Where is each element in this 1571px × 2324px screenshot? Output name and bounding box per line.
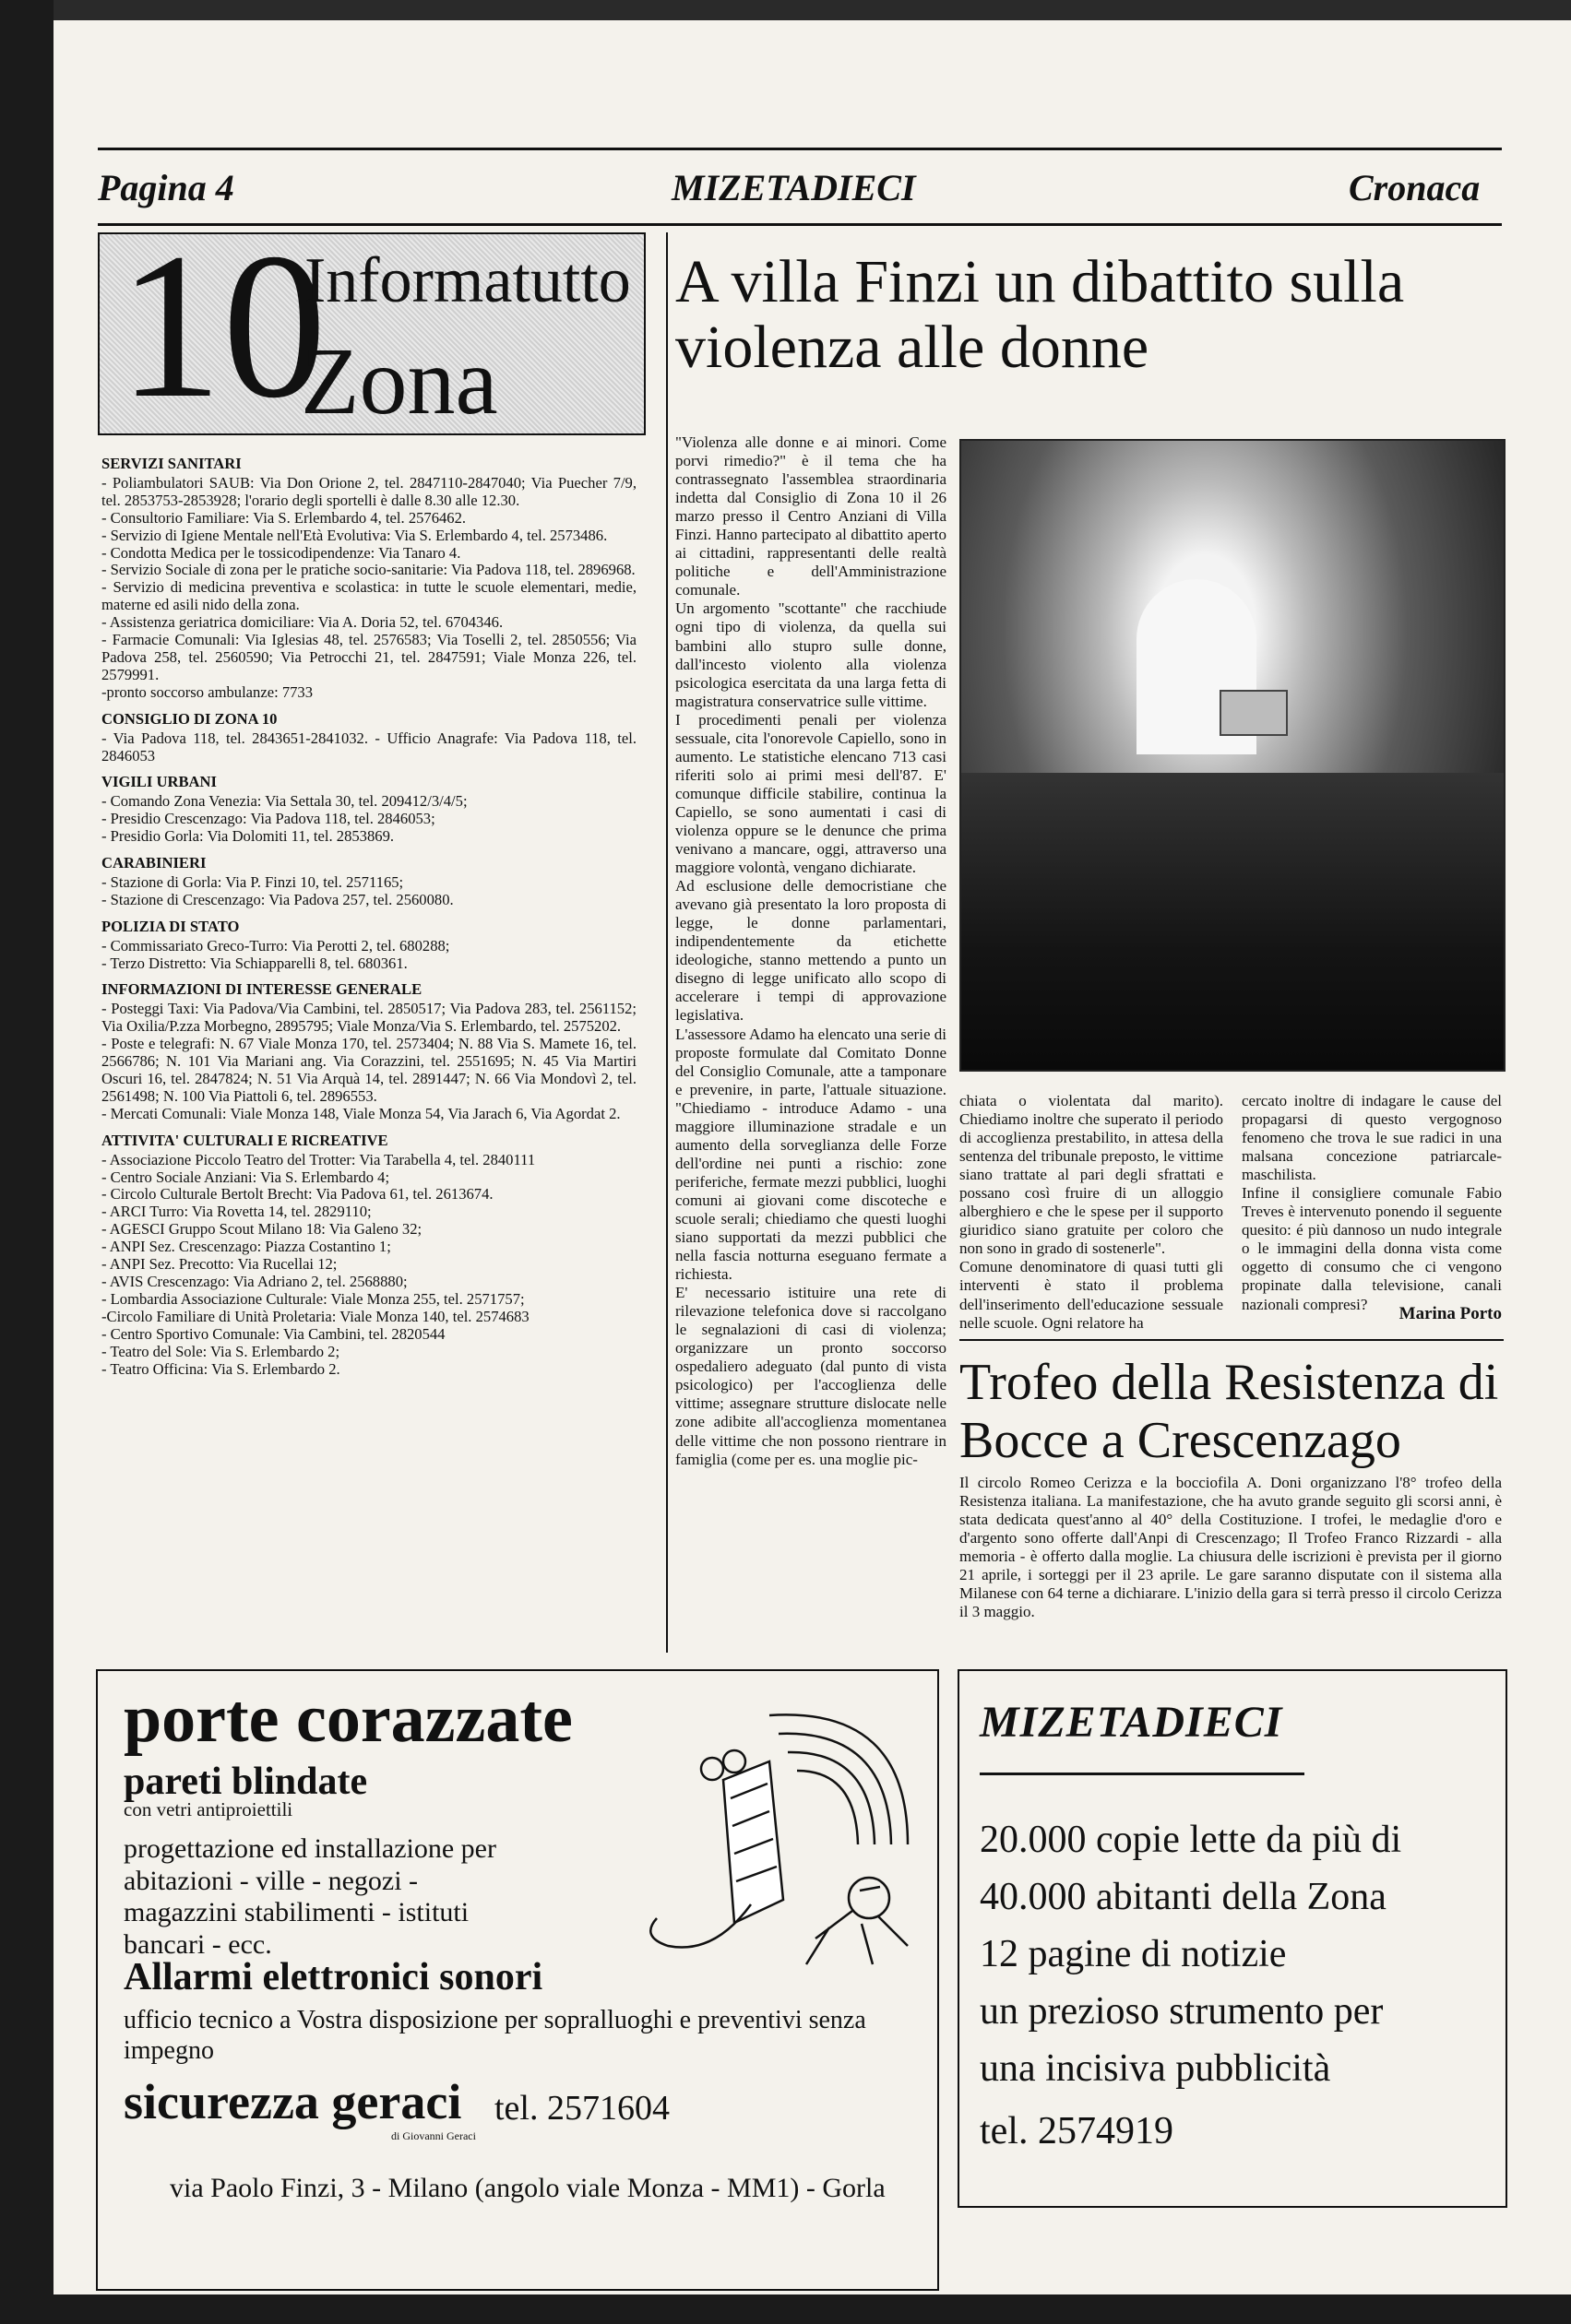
page-number: Pagina 4 [98,167,234,208]
trofeo-headline: Trofeo della Resistenza di Bocce a Crescenzago [959,1354,1499,1469]
list-item: - Presidio Gorla: Via Dolomiti 11, tel. 2853869. [101,827,395,846]
scan-edge-top [0,0,1571,20]
list-item: - Poste e telegrafi: N. 67 Viale Monza 170, tel. 2573404; N. 88 Via S. Mamete 16, tel. 2566786; N. 101 Via Mariani ang. Via Corazzini, tel. 2551695; N. 45 Via Martiri Oscuri 16, tel. 2847824; N. 51 Via Arquà 14, tel. 2891447; N. 66 Via Mondovì 2, tel. 2561498; N. 100 Via Piattoli 6, tel. 2896553. [101,1035,637,1105]
list-item: - Via Padova 118, tel. 2843651-2841032. - Ufficio Anagrafe: Via Padova 118, tel. 2846053 [101,729,637,765]
list-item: - Condotta Medica per le tossicodipendenze: Via Tanaro 4. [101,543,461,562]
article-paragraph: "Violenza alle donne e ai minori. Come porvi rimedio?" è il tema che ha contrassegnato l'assemblea straordinaria indetta dal Consiglio di Zona 10 il 26 marzo presso il Centro Anziani di Villa Finzi. Hanno partecipato al dibattito aperto ai cittadini, rappresentanti delle realtà politiche e dell'Amministrazione comunale. [675,433,946,599]
list-item: - Centro Sportivo Comunale: Via Cambini, tel. 2820544 [101,1324,446,1343]
list-item: - Servizio di medicina preventiva e scolastica: in tutte le scuole elementari, medie, materne ed asili nido della zona. [101,578,637,614]
article-paragraph: Ad esclusione delle democristiane che avevano già presentato la loro proposta di legge, le donne parlamentari, indipendentemente da etichette ideologiche, stanno mettendo a punto un disegno di legge unificato allo scopo di accelerare i tempi di approvazione legislativa. [675,877,946,1025]
list-item: - Lombardia Associazione Culturale: Viale Monza 255, tel. 2571757; [101,1289,525,1308]
trofeo-body: Il circolo Romeo Cerizza e la bocciofila A. Doni organizzano l'8° trofeo della Resistenza italiana. La manifestazione, che ha avuto grande seguito gli scorsi anni, è stata dedicata quest'anno al 40° della Costituzione. I trofei, le medaglie d'oro e d'argento sono offerte dall'Anpi di Crescenzago; Il Trofeo Franco Rizzardi - alla memoria - è offerto dalla moglie. La chiusura delle iscrizioni è prevista per il giorno 21 aprile, i sorteggi per il 23 aprile. Le gare saranno disputate con il sistema alla Milanese con 64 terne a dichiarare. L'inizio della gara si terrà presso il circolo Cerizza il 3 maggio. [959,1474,1502,1621]
ad-line: una incisiva pubblicità [980,2047,1331,2090]
ad-subtitle: pareti blindate [124,1761,368,1803]
article-column-1 [675,433,946,1469]
article-paragraph: Infine il consigliere comunale Fabio Treves è intervenuto ponendo il seguente quesito: é più dannoso un nudo integrale o le immagini della donna vista come oggetto di consumo che ci vengono propinate dalla televisione, canali nazionali compresi? [1242,1184,1502,1313]
article-end-rule [959,1339,1504,1341]
list-item: - ANPI Sez. Precotto: Via Rucellai 12; [101,1255,338,1274]
list-item: - Servizio Sociale di zona per le pratiche socio-sanitarie: Via Padova 118, tel. 2896968. [101,561,636,579]
list-item: - Teatro Officina: Via S. Erlembardo 2. [101,1359,340,1378]
list-item: - Stazione di Gorla: Via P. Finzi 10, tel. 2571165; [101,872,404,891]
section-heading: CONSIGLIO DI ZONA 10 [101,709,278,728]
section-heading: INFORMAZIONI DI INTERESSE GENERALE [101,980,423,999]
ad-line: 12 pagine di notizie [980,1933,1287,1975]
informatutto-box [98,210,646,441]
list-item: - AVIS Crescenzago: Via Adriano 2, tel. 2568880; [101,1272,408,1290]
article-headline: A villa Finzi un dibattito sulla violenza alle donne [675,248,1405,382]
list-item: - Farmacie Comunali: Via Iglesias 48, tel. 2576583; Via Toselli 2, tel. 2850556; Via Padova 258, tel. 2560590; Via Petrocchi 21, tel. 2847591; Viale Monza 226, tel. 2579991. [101,631,637,683]
ad-line: 20.000 copie lette da più di [980,1819,1402,1861]
section-heading: SERVIZI SANITARI [101,455,242,472]
list-item: - Presidio Crescenzago: Via Padova 118, tel. 2846053; [101,810,435,828]
list-item: - Posteggi Taxi: Via Padova/Via Cambini, tel. 2850517; Via Padova 283, tel. 2561152; Via Oxilia/P.zza Morbegno, 2895795; Viale Monza/Via S. Erlembardo, tel. 2575202. [101,1000,637,1036]
ad-owner: di Giovanni Geraci [391,2129,476,2142]
ad-brand: sicurezza geraci [124,2074,462,2129]
article-paragraph: Un argomento "scottante" che racchiude ogni tipo di violenza, da quella sui bambini allo stupro sulle donne, dall'incesto violento alla violenza psicologica esercitata da una larga fetta di magistratura conservatrice sulle vittime. [675,599,946,710]
list-item: - Commissariato Greco-Turro: Via Perotti 2, tel. 680288; [101,936,450,954]
ad-title: porte corazzate [124,1681,573,1757]
ad-phone: tel. 2574919 [980,2110,1173,2152]
security-doors-ad [96,1669,939,2291]
article-paragraph: chiata o violentata dal marito). Chiediamo inoltre che superato il periodo di accoglienza prestabilito, in attesa della sentenza del tribunale preposto, le vittime siano trattate al pari degli sfrattati e possano così fruire di un alloggio alberghiero e che le spese per il supporto giuridico siano gratuite per coloro che non sono in grado di sostenerle". [959,1092,1223,1258]
list-item: - Poliambulatori SAUB: Via Don Orione 2, tel. 2847110-2847040; Via Puecher 7/9, tel. 2853753-2853928; l'orario degli sportelli è dalle 8.30 alle 12.30. [101,473,637,509]
box-word-informatutto: Informatutto [304,245,631,316]
services-list [101,446,637,1378]
article-paragraph: Comune denominatore di quasi tutti gli interventi è stato il problema dell'inserimento dell'educazione sessuale nelle scuole. Ogni relatore ha [959,1258,1223,1332]
list-item: - Consultorio Familiare: Via S. Erlembardo 4, tel. 2576462. [101,508,467,527]
article-column-3 [1242,1092,1502,1314]
section-heading: POLIZIA DI STATO [101,917,240,935]
section-heading: ATTIVITA' CULTURALI E RICREATIVE [101,1131,388,1149]
list-item: - Assistenza geriatrica domiciliare: Via A. Doria 52, tel. 6704346. [101,613,504,632]
ad-logo: MIZETADIECI [980,1698,1283,1747]
list-item: - Circolo Culturale Bertolt Brecht: Via Padova 61, tel. 2613674. [101,1185,494,1204]
list-item: - ANPI Sez. Crescenzago: Piazza Costantino 1; [101,1238,391,1256]
column-divider [666,232,668,1653]
ad-phone: tel. 2571604 [494,2089,670,2128]
list-item: - Servizio di Igiene Mentale nell'Età Evolutiva: Via S. Erlembardo 4, tel. 2573486. [101,526,608,544]
list-item: - ARCI Turro: Via Rovetta 14, tel. 2829110; [101,1203,372,1221]
ad-address: via Paolo Finzi, 3 - Milano (angolo viale Monza - MM1) - Gorla [170,2173,886,2203]
ad-small-text: con vetri antiproiettili [124,1798,293,1820]
list-item: - Stazione di Crescenzago: Via Padova 257, tel. 2560080. [101,890,454,908]
list-item: - Associazione Piccolo Teatro del Trotter: Via Tarabella 4, tel. 2840111 [101,1150,536,1168]
door-drawing-icon [631,1697,926,1974]
header-rule-top [98,148,1502,150]
section-name: Cronaca [1349,167,1481,208]
article-paragraph: E' necessario istituire una rete di rilevazione telefonica dove si raccolgano le segnalazioni di casi di violenza; organizzare un pronto soccorso ospedaliero adeguato (dal punto di vista psicologico) per l'accoglienza delle vittime; assegnare strutture dislocate nelle zone adibite all'accoglienza momentanea delle vittime che non possono rientrare in famiglia (come per es. una moglie pic- [675,1284,946,1468]
ad-description: progettazione ed installazione per abitazioni - ville - negozi -magazzini stabilimenti - istituti bancari - ecc. [124,1833,496,1960]
list-item: - Teatro del Sole: Via S. Erlembardo 2; [101,1342,340,1360]
meeting-photo [959,439,1506,1072]
article-column-2 [959,1092,1223,1333]
article-paragraph: cercato inoltre di indagare le cause del propagarsi di questo vergognoso fenomeno che trova le sue radici in una malsana concezione patriarcale-maschilista. [1242,1092,1502,1184]
scan-edge-left [0,0,54,2324]
mizetadieci-ad [958,1669,1507,2208]
section-heading: CARABINIERI [101,854,207,872]
article-paragraph: I procedimenti penali per violenza sessuale, cita l'onorevole Capiello, sono in aumento. Le statistiche elencano 713 casi riferiti solo ai primi mesi dell'87. E' comunque difficile stabilire, continua la Capiello, se sono aumentati i casi di violenza oppure se le denunce che prima venivano a mancare, oggi, attraverso una maggiore volontà, vengano dichiarate. [675,710,946,877]
list-item: - AGESCI Gruppo Scout Milano 18: Via Galeno 32; [101,1220,423,1239]
box-word-zona: Zona [301,328,498,434]
list-item: - Comando Zona Venezia: Via Settala 30, tel. 209412/3/4/5; [101,792,468,811]
list-item: - Terzo Distretto: Via Schiapparelli 8, tel. 680361. [101,954,408,972]
list-item: - Mercati Comunali: Viale Monza 148, Viale Monza 54, Via Jarach 6, Via Agordat 2. [101,1104,621,1122]
list-item: - Centro Sociale Anziani: Via S. Erlembardo 4; [101,1168,390,1186]
zone-number: 10 [118,210,327,441]
ad-line: 40.000 abitanti della Zona [980,1876,1387,1918]
ad-line: un prezioso strumento per [980,1990,1384,2033]
ad-office-text: ufficio tecnico a Vostra disposizione per sopralluoghi e preventivi senza impegno [124,2006,866,2066]
scan-edge-bottom [0,2294,1571,2324]
section-heading: VIGILI URBANI [101,773,217,791]
list-item: -Circolo Familiare di Unità Proletaria: Viale Monza 140, tel. 2574683 [101,1307,530,1325]
ad-alarm-heading: Allarmi elettronici sonori [124,1956,543,1998]
byline: Marina Porto [1398,1304,1502,1323]
masthead: MIZETADIECI [672,167,916,208]
article-paragraph: L'assessore Adamo ha elencato una serie di proposte formulate dal Comitato Donne del Consiglio Comunale, atte a tamponare e prevenire, in parte, l'attuale situazione. "Chiediamo - introduce Adamo - una maggiore illuminazione stradale e un aumento della sorveglianza delle Forze dell'ordine nei punti a rischio: zone periferiche, fermate mezzi pubblici, luoghi comuni ai giovani come discoteche e scuole serali; chiediamo che questi luoghi siano supportati da mezzi pubblici che nella fascia notturna eseguano fermate a richiesta. [675,1025,946,1284]
list-item: -pronto soccorso ambulanze: 7733 [101,682,314,701]
